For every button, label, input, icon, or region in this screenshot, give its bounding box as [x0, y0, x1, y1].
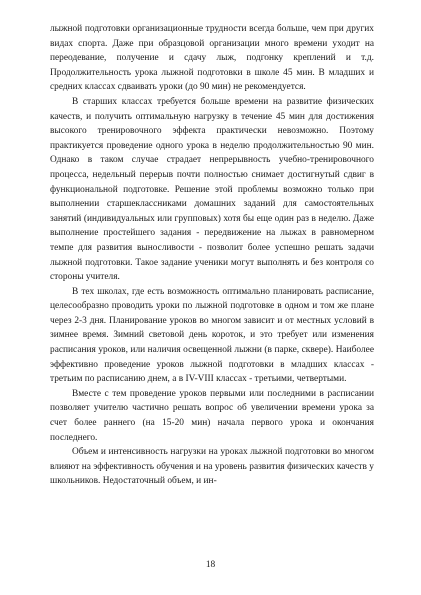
paragraph-1: лыжной подготовки организационные трудности всегда больше, чем при других видах спорта. Даже при образцовой организации много времени уходит на переодевание, получение и сдачу лыж, подгонку креплений и т.д. Продолжительность урока лыжной подготовки в школе 45 мин. В младших и средних классах сдваивать уроки (до 90 мин) не рекомендуется. — [50, 24, 374, 93]
page-number: 18 — [205, 560, 216, 570]
paragraph-3: В тех школах, где есть возможность оптимально планировать расписание, целесообразно проводить уроки по лыжной подготовке в одном и том же плане через 2-3 дня. Планирование уроков во многом зависит и от местных условий в зимнее время. Зимний световой день короток, и это требует или изменения расписания уроков, или наличия освещенной лыжни (в парке, сквере). Наиболее эффективно проведение уроков лыжной подготовки в младших классах - третьим по расписанию днем, а в IV-VIII классах - третьими, четвертыми. — [50, 286, 374, 385]
paragraph-5: Объем и интенсивность нагрузки на уроках лыжной подготовки во многом влияют на эффективность обучения и на уровень развития физических качеств у школьников. Недостаточный объем, и ин- — [50, 447, 374, 487]
body-text — [50, 22, 374, 489]
paragraph-2: В старших классах требуется больше времени на развитие физических качеств, и получить оптимальную нагрузку в течение 45 мин для достижения высокого тренировочного эффекта практически невозможно. Поэтому практикуется проведение одного урока в неделю продолжительностью 90 мин. Однако в таком случае страдает непрерывность учебно-тренировочного процесса, недельный перерыв почти полностью снимает достигнутый сдвиг в функциональной подготовке. Решение этой проблемы возможно только при выполнении старшеклассниками домашних заданий для самостоятельных занятий (индивидуальных или групповых) хотя бы еще один раз в неделю. Даже выполнение простейшего задания - передвижение на лыжах в равномерном темпе для развития выносливости - позволит более успешно решать задачи лыжной подготовки. Такое задание ученики могут выполнять и без контроля со стороны учителя. — [50, 96, 374, 283]
paragraph-4: Вместе с тем проведение уроков первыми или последними в расписании позволяет учителю частично решать вопрос об увеличении времени урока за счет более раннего (на 15-20 мин) начала первого урока и окончания последнего. — [50, 388, 374, 443]
